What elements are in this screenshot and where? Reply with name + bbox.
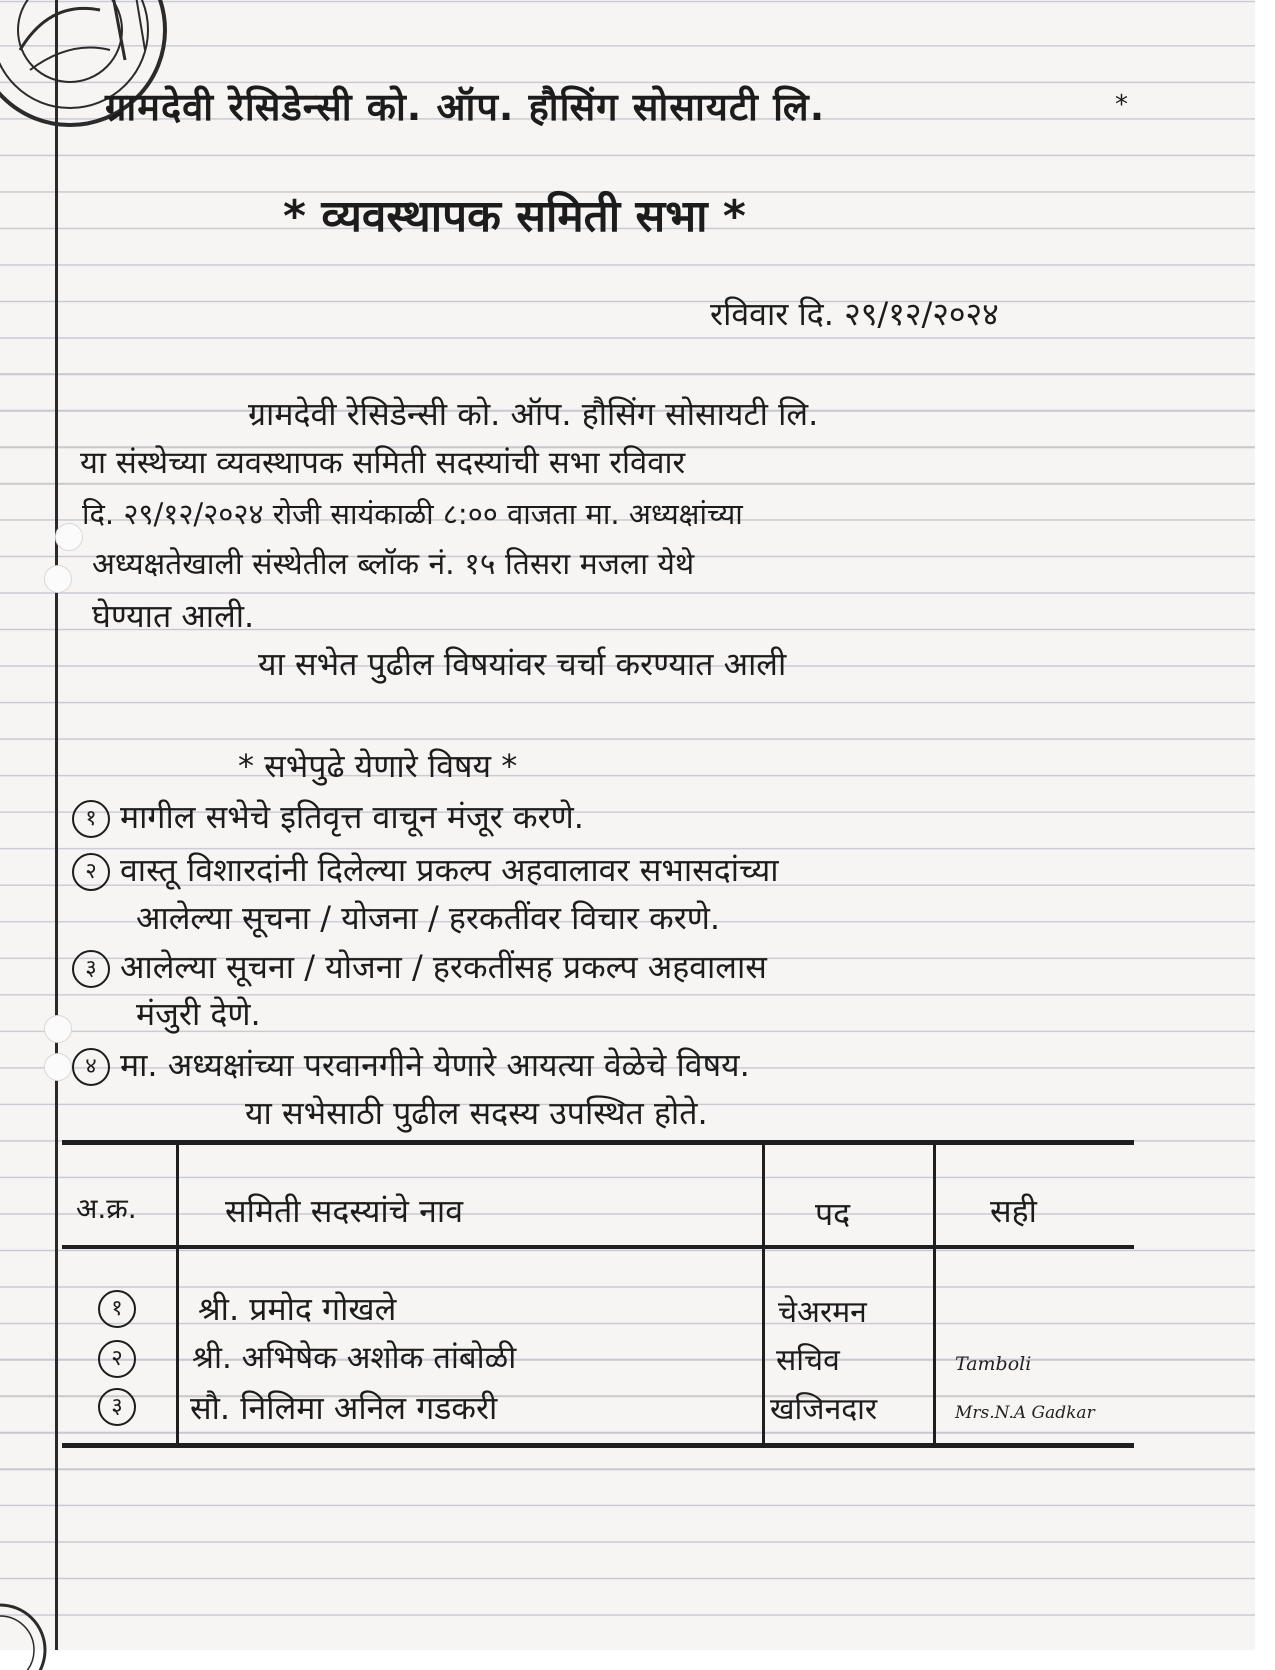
- punch-hole: [44, 565, 72, 593]
- row-number: ३: [98, 1388, 136, 1426]
- row-number: १: [98, 1290, 136, 1328]
- table-row-1-post: चेअरमन: [778, 1295, 867, 1330]
- table-row-3-name: सौ. निलिमा अनिल गडकरी: [190, 1389, 498, 1427]
- row-number: २: [98, 1340, 136, 1378]
- punch-hole: [44, 1053, 72, 1081]
- agenda-item-3: [72, 950, 767, 988]
- item-number: २: [72, 853, 110, 891]
- agenda-item-text: मागील सभेचे इतिवृत्त वाचून मंजूर करणे.: [120, 798, 584, 836]
- table-row-2-sr: [98, 1340, 146, 1378]
- intro-line-5: घेण्यात आली.: [92, 597, 255, 635]
- agenda-item-3-cont: मंजुरी देणे.: [136, 995, 261, 1033]
- agenda-item-2: [72, 853, 779, 891]
- table-row-3-post: खजिनदार: [770, 1392, 878, 1427]
- intro-line-3: दि. २९/१२/२०२४ रोजी सायंकाळी ८:०० वाजता मा. अध्यक्षांच्या: [82, 497, 743, 531]
- table-col-divider: [933, 1140, 936, 1448]
- table-row-2-post: सचिव: [776, 1343, 840, 1378]
- table-col-divider: [176, 1140, 179, 1448]
- table-row-1-sr: [98, 1290, 146, 1328]
- item-number: १: [72, 800, 110, 838]
- agenda-heading: * सभेपुढे येणारे विषय *: [238, 747, 518, 785]
- agenda-item-text: आलेल्या सूचना / योजना / हरकतींसह प्रकल्प अहवालास: [120, 948, 767, 986]
- table-row-2-name: श्री. अभिषेक अशोक तांबोळी: [192, 1340, 517, 1376]
- table-header-post: पद: [815, 1195, 851, 1233]
- table-bottom-rule: [62, 1443, 1134, 1448]
- header-star: *: [1115, 90, 1128, 120]
- agenda-item-text: वास्तू विशारदांनी दिलेल्या प्रकल्प अहवालावर सभासदांच्या: [120, 851, 779, 889]
- meeting-title: * व्यवस्थापक समिती सभा *: [283, 191, 746, 242]
- agenda-item-4: [72, 1048, 750, 1086]
- item-number: ३: [72, 950, 110, 988]
- agenda-item-2-cont: आलेल्या सूचना / योजना / हरकतींवर विचार करणे.: [136, 899, 721, 937]
- item-number: ४: [72, 1048, 110, 1086]
- meeting-date: रविवार दि. २९/१२/२०२४: [710, 295, 999, 333]
- page-edge: [1255, 0, 1275, 1650]
- intro-line-6: या सभेत पुढील विषयांवर चर्चा करण्यात आली: [258, 645, 787, 683]
- table-row-3-sr: [98, 1388, 146, 1426]
- stamp-fragment: [0, 1590, 50, 1670]
- table-header-rule: [62, 1245, 1134, 1249]
- table-header-name: समिती सदस्यांचे नाव: [225, 1192, 464, 1230]
- table-top-rule: [62, 1140, 1134, 1145]
- intro-line-4: अध्यक्षतेखाली संस्थेतील ब्लॉक नं. १५ तिसरा मजला येथे: [92, 547, 695, 582]
- table-row-3-signature: Mrs.N.A Gadkar: [955, 1403, 1095, 1423]
- table-row-1-name: श्री. प्रमोद गोखले: [198, 1290, 397, 1328]
- margin-line: [55, 0, 58, 1650]
- table-col-divider: [762, 1140, 765, 1448]
- intro-line-1: ग्रामदेवी रेसिडेन्सी को. ऑप. हौसिंग सोसायटी लि.: [248, 395, 819, 433]
- society-name: ग्रामदेवी रेसिडेन्सी को. ऑप. हौसिंग सोसायटी लि.: [105, 85, 826, 129]
- agenda-item-1: [72, 800, 584, 838]
- intro-line-2: या संस्थेच्या व्यवस्थापक समिती सदस्यांची सभा रविवार: [80, 445, 686, 481]
- table-header-sign: सही: [990, 1192, 1037, 1230]
- punch-hole: [44, 1015, 72, 1043]
- table-header-sr: अ.क्र.: [76, 1192, 137, 1225]
- attendance-note: या सभेसाठी पुढील सदस्य उपस्थित होते.: [245, 1094, 708, 1132]
- agenda-item-text: मा. अध्यक्षांच्या परवानगीने येणारे आयत्या वेळेचे विषय.: [120, 1046, 750, 1084]
- table-row-2-signature: Tamboli: [955, 1353, 1032, 1375]
- punch-hole: [55, 523, 83, 551]
